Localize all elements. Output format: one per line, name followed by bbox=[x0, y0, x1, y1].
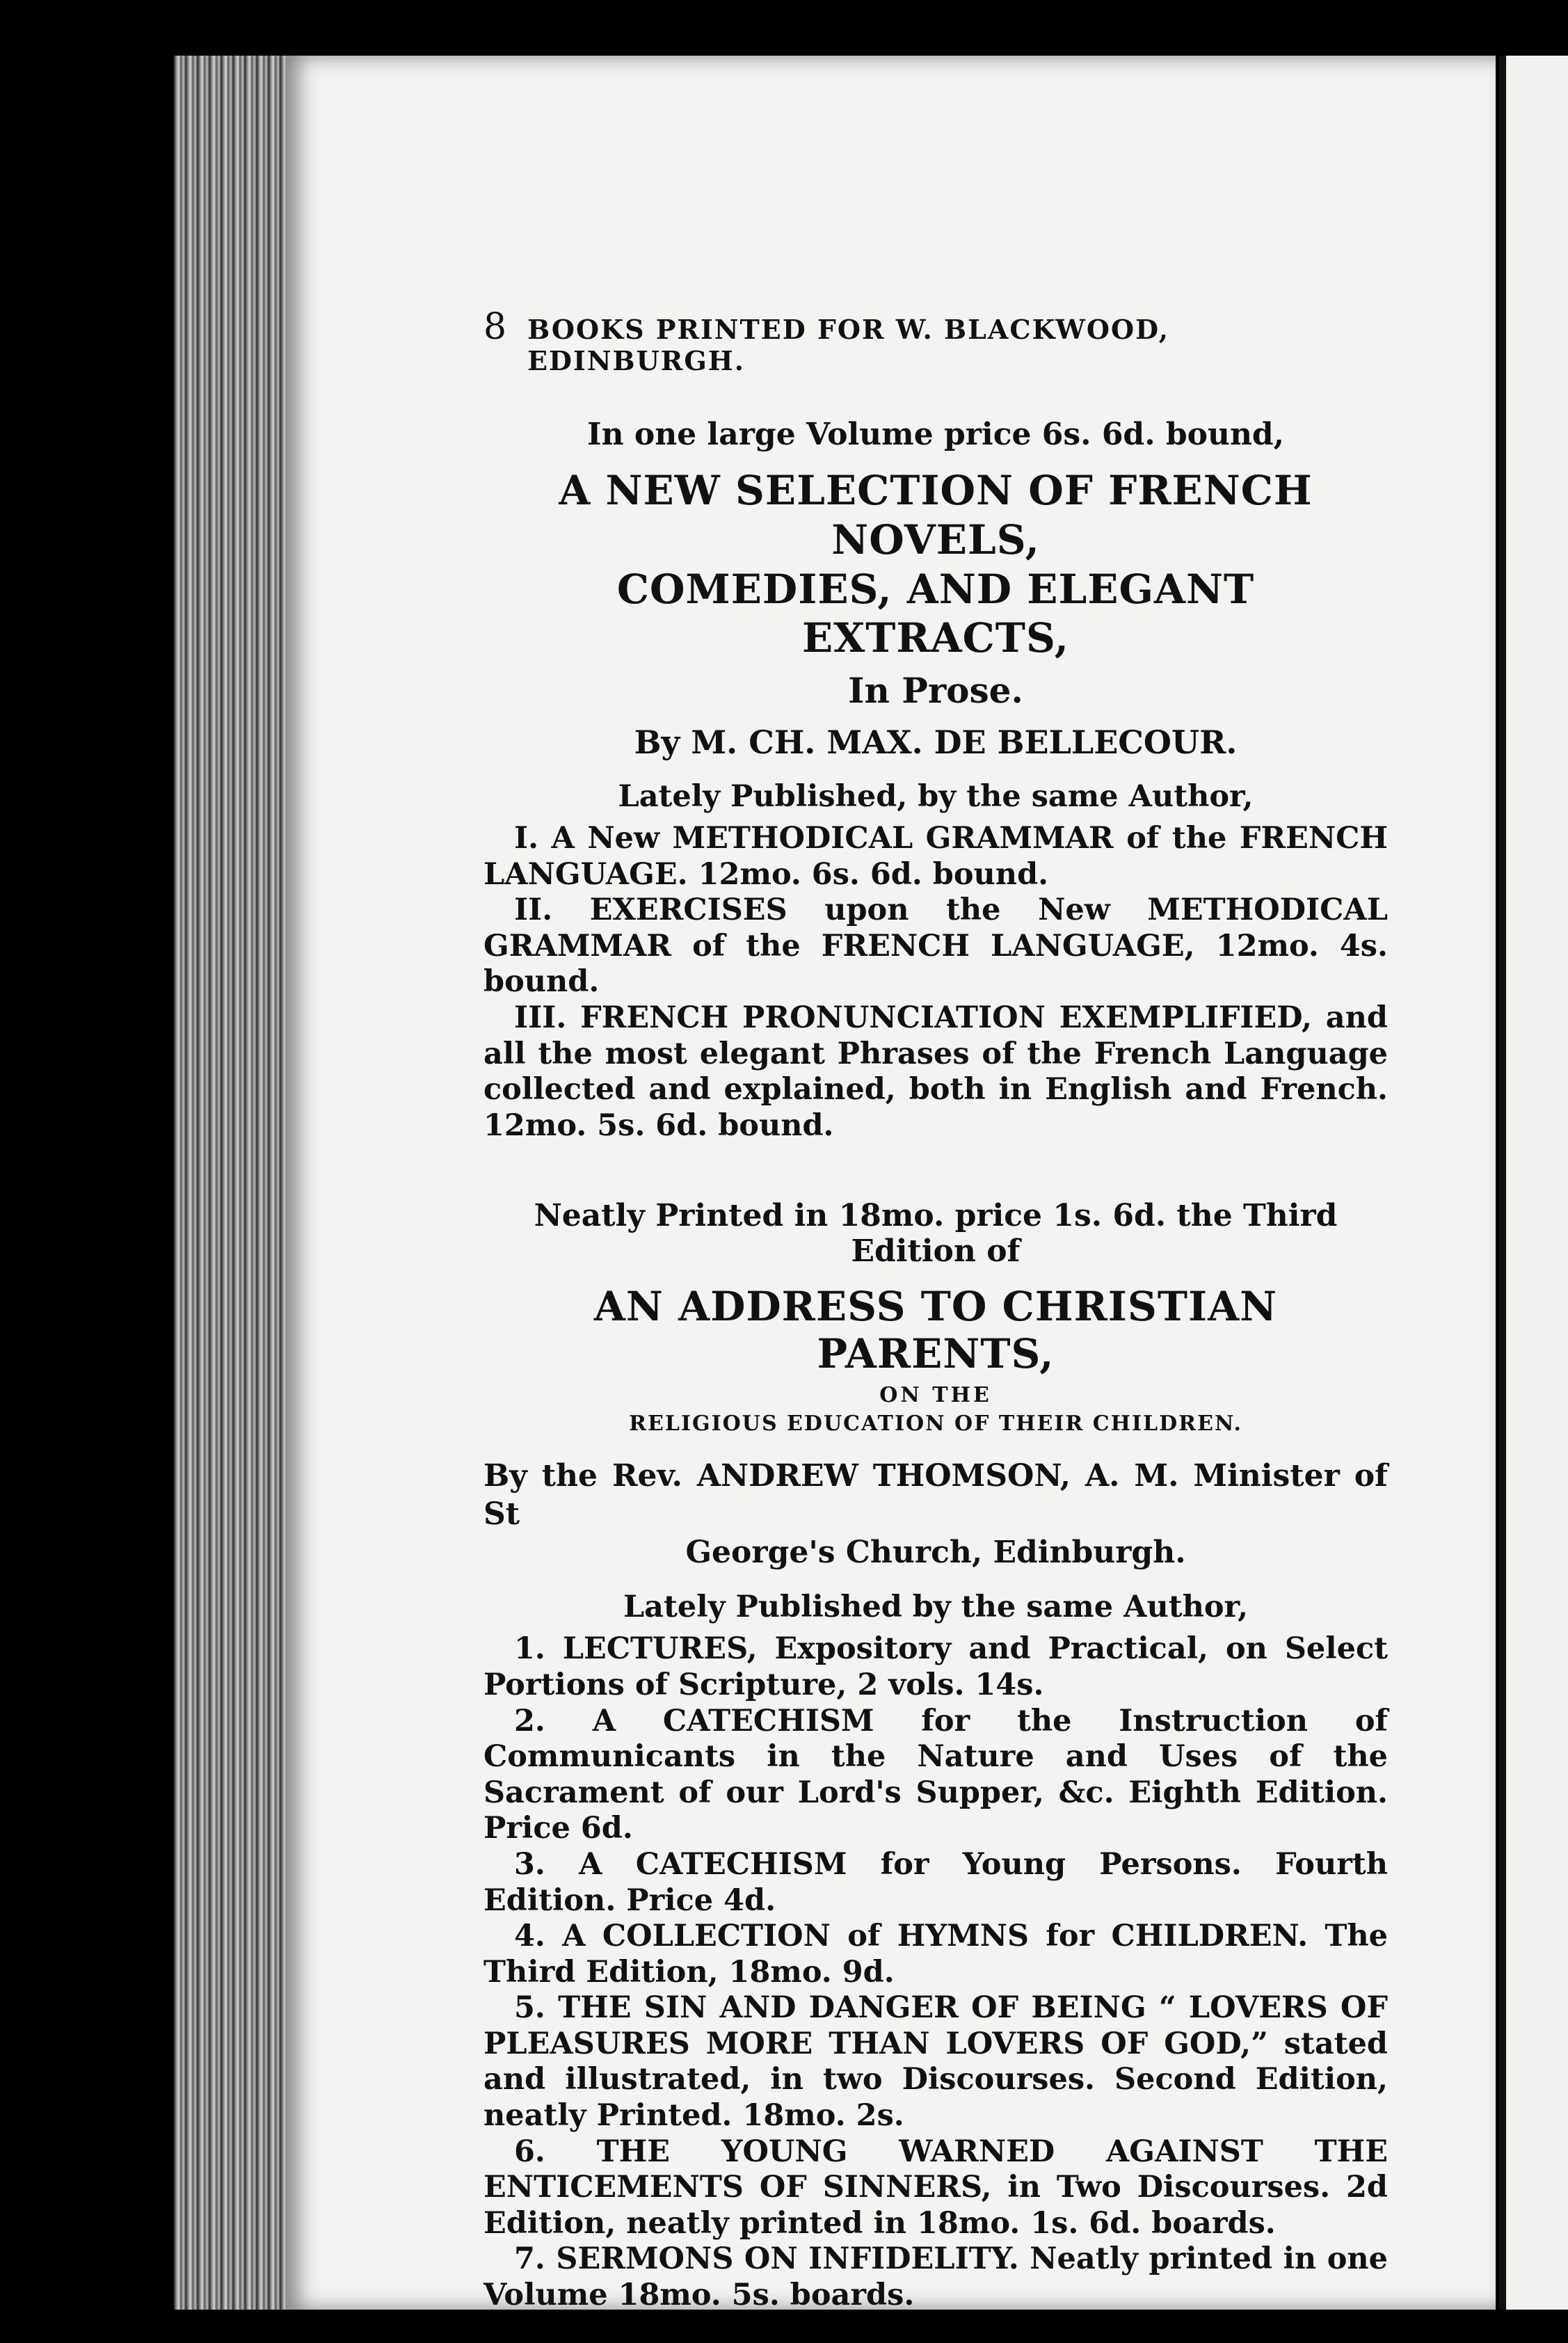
section-1-price-line: In one large Volume price 6s. 6d. bound, bbox=[586, 417, 1285, 452]
section-2-title: AN ADDRESS TO CHRISTIAN PARENTS, bbox=[593, 1283, 1278, 1378]
section-2-item-7: 7. SERMONS ON INFIDELITY. Neatly printed in one Volume 18mo. 5s. boards. bbox=[483, 2241, 1388, 2313]
section-2-author-line-1: By the Rev. ANDREW THOMSON, A. M. Minister of St bbox=[483, 1458, 1388, 1533]
section-2-item-1: 1. LECTURES, Expository and Practical, on Select Portions of Scripture, 2 vols. 14s. bbox=[483, 1631, 1388, 1702]
section-2-item-6: 6. THE YOUNG WARNED AGAINST THE ENTICEMENTS OF SINNERS, in Two Discourses. 2d Edition, neatly printed in 18mo. 1s. 6d. boards. bbox=[483, 2134, 1388, 2241]
section-1-byline: By M. CH. MAX. DE BELLECOUR. bbox=[634, 723, 1238, 761]
section-2-item-2: 2. A CATECHISM for the Instruction of Communicants in the Nature and Uses of the Sacrament of our Lord's Supper, &c. Eighth Edition. Price 6d. bbox=[483, 1703, 1388, 1846]
section-1-title-line-1: A NEW SELECTION OF FRENCH NOVELS, bbox=[559, 467, 1313, 563]
page-number: 8 bbox=[483, 306, 509, 348]
section-1-lately-published: Lately Published, by the same Author, bbox=[618, 779, 1254, 814]
section-2-item-3: 3. A CATECHISM for Young Persons. Fourth Edition. Price 4d. bbox=[483, 1846, 1388, 1918]
section-2-lately-published: Lately Published by the same Author, bbox=[623, 1590, 1249, 1625]
section-1-title-line-2: COMEDIES, AND ELEGANT EXTRACTS, bbox=[616, 565, 1255, 662]
section-2-on-the: ON THE bbox=[879, 1383, 992, 1408]
section-2-price-line: Neatly Printed in 18mo. price 1s. 6d. the Third Edition of bbox=[534, 1198, 1338, 1270]
section-1-item-2: II. EXERCISES upon the New METHODICAL GRAMMAR of the FRENCH LANGUAGE, 12mo. 4s. bound. bbox=[483, 893, 1388, 1000]
section-1-subtitle: In Prose. bbox=[848, 670, 1023, 711]
section-1-item-1: I. A New METHODICAL GRAMMAR of the FRENCH LANGUAGE. 12mo. 6s. 6d. bound. bbox=[483, 821, 1388, 892]
running-head bbox=[483, 306, 1388, 376]
section-1-item-3: III. FRENCH PRONUNCIATION EXEMPLIFIED, and all the most elegant Phrases of the French Language collected and explained, both in English and French. 12mo. 5s. 6d. bound. bbox=[483, 1000, 1388, 1143]
section-2-item-4: 4. A COLLECTION of HYMNS for CHILDREN. The Third Edition, 18mo. 9d. bbox=[483, 1919, 1388, 1990]
next-page-edge bbox=[1499, 56, 1568, 2310]
section-2-author-line-2: George's Church, Edinburgh. bbox=[685, 1535, 1186, 1571]
section-2-item-5: 5. THE SIN AND DANGER OF BEING “ LOVERS OF PLEASURES MORE THAN LOVERS OF GOD,” stated and illustrated, in two Discourses. Second Edition, neatly Printed. 18mo. 2s. bbox=[483, 1990, 1388, 2134]
section-2-subject: RELIGIOUS EDUCATION OF THEIR CHILDREN. bbox=[629, 1412, 1242, 1437]
section-2-author bbox=[483, 1457, 1388, 1572]
running-head-title: BOOKS PRINTED FOR W. BLACKWOOD, EDINBURGH. bbox=[527, 314, 1169, 376]
page-edges bbox=[174, 56, 292, 2310]
section-gap bbox=[483, 1144, 1388, 1198]
page-content bbox=[483, 306, 1388, 2314]
